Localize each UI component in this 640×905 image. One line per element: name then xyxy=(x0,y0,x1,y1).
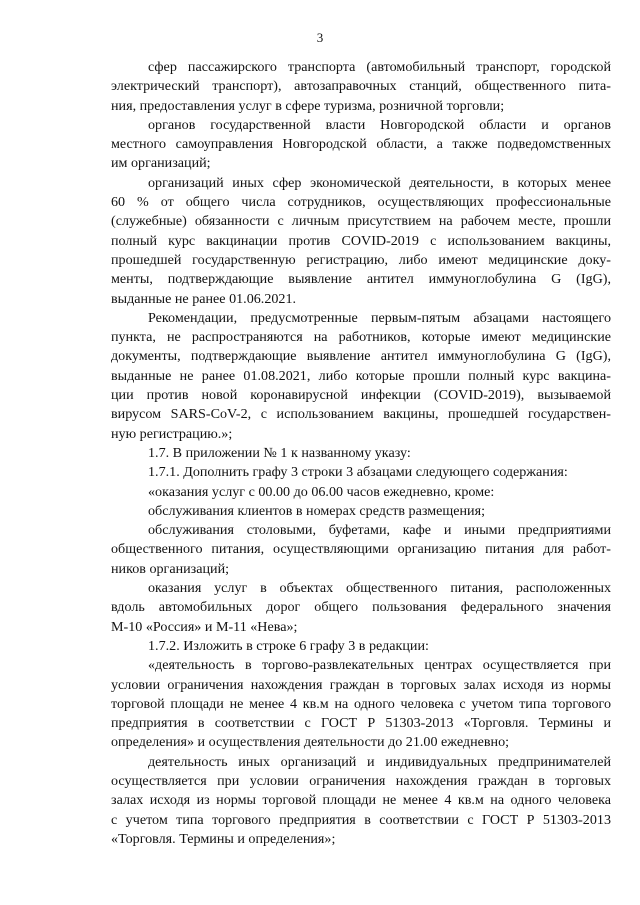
text-line: обслуживания столовыми, буфетами, кафе и иными предприятиями xyxy=(148,522,611,539)
paragraph xyxy=(111,174,611,309)
text-line: общественного питания, осуществляющими организацию питания для работ- xyxy=(111,541,611,558)
text-line: осуществляется при условии ограничения нахождения граждан в торговых xyxy=(111,772,611,789)
paragraph xyxy=(111,58,611,116)
text-line: ников организаций; xyxy=(111,560,230,577)
paragraph xyxy=(111,116,611,174)
paragraph xyxy=(111,483,611,502)
text-line: деятельность иных организаций и индивидуальных предпринимателей xyxy=(148,753,611,770)
text-line: торговой площади не менее 4 кв.м на одного человека с учетом типа торгового xyxy=(111,695,611,712)
text-line: оказания услуг в объектах общественного питания, расположенных xyxy=(148,580,611,597)
text-line: ции против новой коронавирусной инфекции (COVID-2019), вызываемой xyxy=(111,387,611,404)
paragraph xyxy=(111,444,611,463)
text-line: (служебные) обязанности с личным присутствием на рабочем месте, прошли xyxy=(111,213,611,230)
paragraph xyxy=(111,637,611,656)
text-line: вирусом SARS-CoV-2, с использованием вакцины, прошедшей государствен- xyxy=(111,406,611,423)
paragraph xyxy=(111,521,611,579)
text-line: условии ограничения нахождения граждан в торговых залах исходя из нормы xyxy=(111,676,611,693)
paragraph xyxy=(111,309,611,444)
text-line: «Торговля. Термины и определения»; xyxy=(111,830,336,847)
text-line: сфер пассажирского транспорта (автомобильный транспорт, городской xyxy=(148,59,611,75)
text-line: ния, предоставления услуг в сфере туризма, розничной торговли; xyxy=(111,97,505,114)
text-line: прошедшей государственную регистрацию, либо имеют медицинские доку- xyxy=(111,251,611,268)
text-line: органов государственной власти Новгородской области и органов xyxy=(148,116,611,133)
text-line: менты, подтверждающие выявление антител иммуноглобулина G (IgG), xyxy=(111,271,611,288)
text-line: 1.7.1. Дополнить графу 3 строки 3 абзацами следующего содержания: xyxy=(148,464,568,481)
text-line: электрический транспорт), автозаправочных станций, общественного пита- xyxy=(111,78,611,95)
page-number: 3 xyxy=(316,30,324,45)
paragraph xyxy=(111,579,611,637)
text-line: документы, подтверждающие выявление антител иммуноглобулина G (IgG), xyxy=(111,348,611,365)
text-line: «деятельность в торгово-развлекательных центрах осуществляется при xyxy=(148,657,611,674)
text-line: 1.7. В приложении № 1 к названному указу: xyxy=(148,444,411,461)
text-line: выданные не ранее 01.08.2021, либо которые прошли полный курс вакцина- xyxy=(111,367,611,384)
text-line: Рекомендации, предусмотренные первым-пятым абзацами настоящего xyxy=(148,309,611,326)
text-line: организаций иных сфер экономической деятельности, в которых менее xyxy=(148,174,611,191)
text-line: 60 % от общего числа сотрудников, осуществляющих профессиональные xyxy=(111,194,611,211)
text-line: предприятия в соответствии с ГОСТ Р 51303-2013 «Торговля. Термины и xyxy=(111,715,611,732)
text-line: обслуживания клиентов в номерах средств размещения; xyxy=(148,502,485,519)
paragraph xyxy=(111,753,611,849)
text-line: с учетом типа торгового предприятия в соответствии с ГОСТ Р 51303-2013 xyxy=(111,811,611,828)
text-line: определения» и осуществления деятельности до 21.00 ежедневно; xyxy=(111,734,510,751)
text-line: М-10 «Россия» и М-11 «Нева»; xyxy=(111,618,298,635)
text-line: выданные не ранее 01.06.2021. xyxy=(111,290,297,307)
paragraph xyxy=(111,502,611,521)
paragraph xyxy=(111,463,611,482)
text-line: местного самоуправления Новгородской области, а также подведомственных xyxy=(111,136,611,153)
text-line: ную регистрацию.»; xyxy=(111,425,233,442)
text-line: пункта, не распространяются на работников, которые имеют медицинские xyxy=(111,329,611,346)
text-line: залах исходя из нормы торговой площади не менее 4 кв.м на одного человека xyxy=(111,792,611,809)
text-line: им организаций; xyxy=(111,155,211,172)
text-line: полный курс вакцинации против COVID-2019 с использованием вакцины, xyxy=(111,232,611,249)
text-line: «оказания услуг с 00.00 до 06.00 часов ежедневно, кроме: xyxy=(148,483,495,500)
paragraph xyxy=(111,656,611,752)
document-body xyxy=(111,58,611,849)
text-line: 1.7.2. Изложить в строке 6 графу 3 в редакции: xyxy=(148,637,429,654)
text-line: вдоль автомобильных дорог общего пользования федерального значения xyxy=(111,599,611,616)
